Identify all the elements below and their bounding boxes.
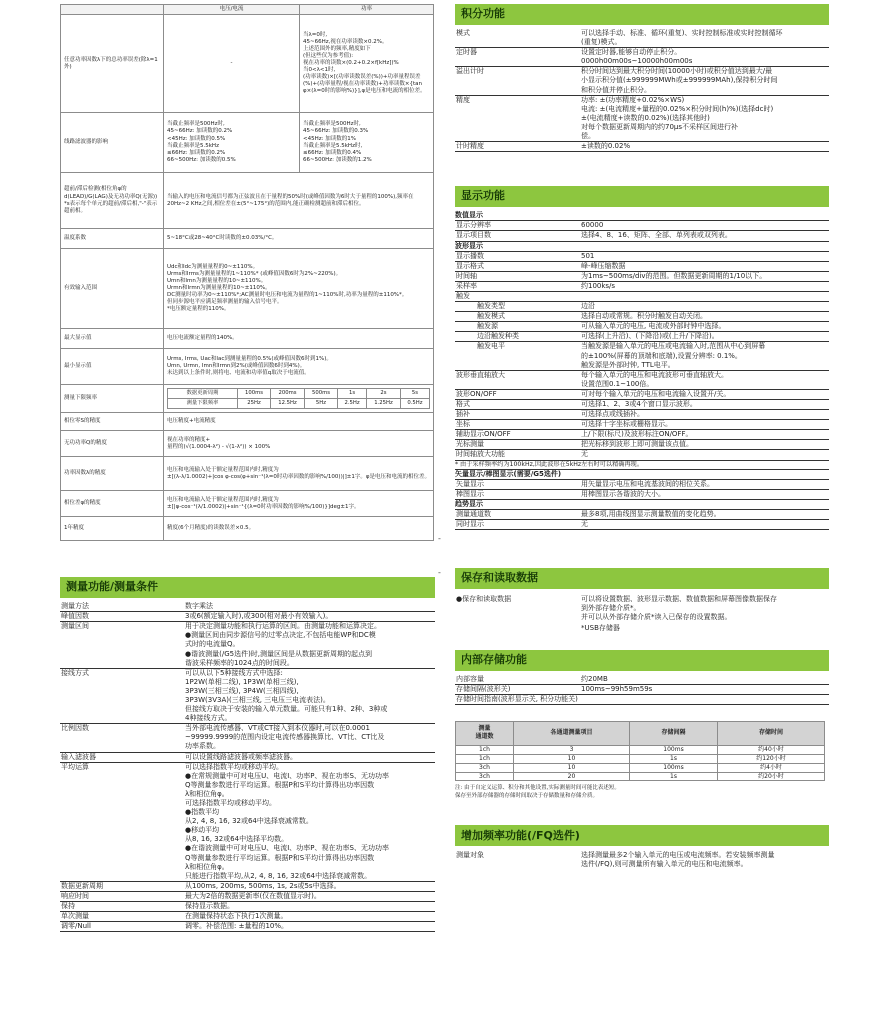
spec-key: 数据更新周期	[60, 882, 185, 892]
save-text: 可以将设置数据、波形显示数据、数值数据和屏幕图像数据保存 到外部存储介质*。 并可以从外部存储介质*读入已保存的设置数据。	[581, 595, 777, 622]
subsection-heading: 矢量显示/棒图显示(需要/G5选件)	[455, 470, 829, 480]
storage-cell: 10	[514, 763, 630, 772]
spec-value: 在测量保持状态下执行1次测量。	[185, 912, 435, 922]
spec-key: 存储间隔(波形关)	[455, 685, 581, 695]
integration-spec-list	[455, 29, 829, 152]
spec-key: 时间轴放大功能	[455, 450, 581, 460]
spec-key: 保持	[60, 902, 185, 912]
spec-row-voltage-current: 当截止频率是500Hz时, 45~66Hz: 加读数的0.2% <45Hz: 加读数的0.5% 当截止频率是5.5kHz ≤66Hz: 加读数的0.2% 66~500Hz: 加读数的0.5%	[164, 113, 300, 173]
spec-value: 可选择点或线插补。	[581, 410, 829, 420]
spec-key: 模式	[455, 29, 581, 48]
spec-row-value: 电压电流额定量程的140%。	[164, 329, 434, 349]
spec-value	[581, 695, 829, 705]
spec-key: 触发	[455, 292, 581, 302]
spec-value: ±读数的0.02%	[581, 142, 829, 152]
spec-value: 用棒图显示各谐波的大小。	[581, 490, 829, 500]
spec-value: 可从输入单元的电压, 电流或外部时钟中选择。	[581, 322, 829, 332]
spec-row-label: 有效输入范围	[61, 249, 164, 329]
spec-key: 触发源	[455, 322, 581, 332]
spec-key: 测量方法	[60, 602, 185, 612]
accuracy-spec-table	[60, 4, 434, 541]
spec-value: 保持显示数据。	[185, 902, 435, 912]
storage-cell: 100ms	[630, 745, 718, 754]
spec-key: 辅助显示ON/OFF	[455, 430, 581, 440]
frequency-limit-value: 200ms	[271, 389, 305, 399]
spec-value: 无	[581, 450, 829, 460]
spec-value: 可选择(上升沿)、(下降沿)或(上升/下降沿)。	[581, 332, 829, 342]
spec-row	[61, 457, 434, 491]
spec-row	[61, 15, 434, 113]
spec-row-value: 电压和电流输入处于额定量程范围内时,精度为 ±[(λ-λ/1.0002)+|cos φ-cos(φ+sin⁻¹(λ=0时功率因数的影响%/100))|]±1字。φ是电压和电流的相位差。	[164, 457, 434, 491]
storage-cell: 3ch	[456, 772, 514, 781]
storage-row	[456, 763, 825, 772]
spec-value: 约20MB	[581, 675, 829, 685]
spec-key: 显示格式	[455, 262, 581, 272]
spec-value: 调零。补偿范围: ±量程的10%。	[185, 922, 435, 932]
spec-value: 选择4、8、16、矩阵、全部、单列表或双列表。	[581, 231, 829, 241]
spec-value: 60000	[581, 221, 829, 231]
spec-row	[61, 517, 434, 541]
spec-key: 输入滤波器	[60, 753, 185, 763]
spec-value: 从100ms, 200ms, 500ms, 1s, 2s或5s中选择。	[185, 882, 435, 892]
spec-key: 插补	[455, 410, 581, 420]
spec-key: 调零/Null	[60, 922, 185, 932]
spec-value: 功率: ±(功率精度+0.02%×WS) 电流: ±(电流精度+量程的0.02%×积分时间(h)%)(选择dc时) ±(电流精度+读数的0.02%)(选择其他时) 对每个数据更新周期内的约70μs不采样区间进行补 偿。	[581, 96, 829, 142]
storage-cell: 3ch	[456, 763, 514, 772]
spec-value: 可以设置线路滤波器或频率滤波器。	[185, 753, 435, 763]
section-title-integration: 积分功能	[455, 4, 829, 25]
freq-label: 测量对象	[456, 851, 484, 860]
frequency-limit-value: 5Hz	[304, 399, 337, 409]
spec-key: 触发类型	[455, 302, 581, 312]
section-title-save: 保存和读取数据	[455, 568, 829, 589]
spec-key: 触发电平	[455, 342, 581, 370]
spec-row-label: 任意功率因数λ下的总功率误差(除λ=1外)	[61, 15, 164, 113]
spec-key: 测量通道数	[455, 510, 581, 520]
spec-value: 可以从以下5种接线方式中选择: 1P2W(单相二线), 1P3W(单相三线), 3P3W(三相三线), 3P4W(三相四线), 3P3W(3V3A)(三相三线, 三电压三电流表法)。 但接线方取决于安装的输入单元数量。可能只有1种、2种、3种或 4种接线方式。	[185, 669, 435, 725]
spec-value: 当触发源是输入单元的电压或电流输入时,范围从中心到屏幕 的±100%(屏幕的顶端和底端),设置分辨率: 0.1%。 触发源是外部时钟, TTL电平。	[581, 342, 829, 370]
frequency-limit-value: 25Hz	[238, 399, 271, 409]
frequency-limit-value: 1s	[338, 389, 367, 399]
spec-key: 棒图显示	[455, 490, 581, 500]
spec-row	[61, 329, 434, 349]
spec-row-value: 精度(6个月精度)的读数误差×0.5。	[164, 517, 434, 541]
spec-key: 时间轴	[455, 272, 581, 282]
spec-value: 可选择十字坐标或栅格显示。	[581, 420, 829, 430]
storage-col-channels: 测量 通道数	[456, 721, 514, 745]
spec-value: 无	[581, 520, 829, 530]
spec-value: 501	[581, 252, 829, 262]
spec-value: 选择自动或常规。积分时触发自动关闭。	[581, 312, 829, 322]
display-spec-list	[455, 211, 829, 530]
spec-row-power: 当λ=0时, 45~66Hz,视在功率读数×0.2%。 上述范围外的频率,精度如下 (但这些仅为参考值): 视在功率的读数×(0.2+0.2×f[kHz])% 当0<λ<1时, (功率读数)×[(功率读数误差(%))+功率量程误差(%)+(功率量程/视在功率读数)+功率读数×{tan φ×(λ=0时的影响%)}],φ是电压和电流的相位差。	[300, 15, 434, 113]
save-label: ●保存和读取数据	[456, 595, 512, 604]
storage-cell: 3	[514, 745, 630, 754]
spec-key: 平均运算	[60, 763, 185, 882]
spec-key: 采样率	[455, 282, 581, 292]
section-title-frequency: 增加频率功能(/FQ选件)	[455, 825, 829, 846]
frequency-limit-value: 0.5Hz	[400, 399, 429, 409]
spec-key: 存储时间指南(波形显示关, 积分功能关)	[455, 695, 581, 705]
storage-row	[456, 745, 825, 754]
spec-row-label: 温度系数	[61, 229, 164, 249]
header-blank	[61, 5, 164, 15]
display-footnote: * 由于采样频率约为100kHz,因此波形在5kHz左右时可以精确再现。	[455, 461, 829, 470]
frequency-limit-value: 100ms	[238, 389, 271, 399]
spec-key: 显示分辨率	[455, 221, 581, 231]
subsection-heading: 趋势显示	[455, 500, 829, 510]
spec-row	[61, 349, 434, 385]
frequency-limit-row	[168, 399, 430, 409]
spec-value	[581, 292, 829, 302]
spec-key: 显示项目数	[455, 231, 581, 241]
save-note: *USB存储器	[581, 624, 620, 633]
spec-value: 当外部电流传感器、VT或CT接入到本仪器时,可以在0.0001 ~99999.9999的范围内设定电流传感器换算比、VT比、CT比及 功率系数。	[185, 724, 435, 752]
spec-value: 可以选择手动、标准、循环(重复)、实时控制标准或实时控制循环 (重复)模式。	[581, 29, 829, 48]
frequency-limit-label: 数据更新周期	[168, 389, 238, 399]
storage-cell: 约20小时	[718, 772, 825, 781]
spec-row-value: 5~18°C或28~40°C时读数的±0.03%/°C。	[164, 229, 434, 249]
storage-row	[456, 772, 825, 781]
spec-key: 精度	[455, 96, 581, 142]
header-power: 功率	[300, 5, 434, 15]
spec-key: 格式	[455, 400, 581, 410]
spec-row-label: 无功功率Q的精度	[61, 431, 164, 457]
dash-mark: -	[438, 568, 441, 577]
measure-spec-list	[60, 602, 435, 932]
storage-col-interval: 存储间隔	[630, 721, 718, 745]
spec-value: 用于决定测量功能和执行运算的区间。由测量功能和运算决定。 ●测量区间由同步源信号的过零点决定,不包括电能WP和DC模 式时的电流量Q。 ●谐波测量(/G5选件)时,测量区间是从数据更新周期的起点到 谐波采样频率的1024点的时间段。	[185, 622, 435, 668]
spec-value: 数字乘法	[185, 602, 435, 612]
spec-key: 显示播数	[455, 252, 581, 262]
frequency-limit-table	[167, 388, 430, 409]
table-header-row	[61, 5, 434, 15]
spec-key: 比例因数	[60, 724, 185, 752]
spec-value: 用矢量显示电压和电流基波间的相位关系。	[581, 480, 829, 490]
storage-cell: 1s	[630, 772, 718, 781]
frequency-limit-row	[168, 389, 430, 399]
spec-value: 可以选择指数平均或移动平均。 ●在常规测量中可对电压U、电流I、功率P、视在功率S、无功功率 Q等测量参数进行平均运算。根据P和S平均计算得出功率因数 λ和相位角φ。 可选择指数平均或移动平均。 ●指数平均 从2, 4, 8, 16, 32或64中选择衰减常数。 ●移动平均 从8, 16, 32或64中选择平均数。 ●在谐波测量中可对电压U、电流I、功率P、视在功率S、无功功率 Q等测量参数进行平均运算。根据P和S平均计算得出功率因数 λ和相位角φ。 只能进行指数平均,从2, 4, 8, 16, 32或64中选择衰减常数。	[185, 763, 435, 882]
section-title-display: 显示功能	[455, 186, 829, 207]
spec-row	[61, 385, 434, 413]
storage-col-time: 存储时间	[718, 721, 825, 745]
left-column	[60, 4, 435, 932]
spec-row-label: 1年精度	[61, 517, 164, 541]
spec-value: 可对每个输入单元的电压和电流输入设置开/关。	[581, 390, 829, 400]
spec-key: 触发模式	[455, 312, 581, 322]
section-title-memory: 内部存储功能	[455, 650, 829, 671]
spec-row-voltage-current: -	[164, 15, 300, 113]
frequency-limit-label: 测量下限频率	[168, 399, 238, 409]
spec-key: 定时器	[455, 48, 581, 67]
storage-cell: 20	[514, 772, 630, 781]
storage-col-items: 各通道测量项目	[514, 721, 630, 745]
spec-row	[61, 491, 434, 517]
spec-row-label: 最小显示值	[61, 349, 164, 385]
save-block	[455, 595, 829, 633]
spec-row-label: 测量下限频率	[61, 385, 164, 413]
spec-value: 把光标移到波形上即可测量该点值。	[581, 440, 829, 450]
storage-cell: 约4小时	[718, 763, 825, 772]
spec-row-value: 电压和电流输入处于额定量程范围内时,精度为 ±[|φ-cos⁻¹(λ/1.0002)|+sin⁻¹{(λ=0时功率因数的影响%/100)}]deg±1字。	[164, 491, 434, 517]
spec-value: 每个输入单元的电压和电流波形可垂直轴放大。 设置范围0.1~100倍。	[581, 371, 829, 390]
frequency-limit-value: 2s	[367, 389, 401, 399]
frequency-block	[455, 851, 829, 869]
spec-row	[61, 229, 434, 249]
frequency-limit-cell	[164, 385, 434, 413]
spec-value: 边沿	[581, 302, 829, 312]
spec-row	[61, 113, 434, 173]
memory-spec-list	[455, 675, 829, 705]
storage-cell: 1s	[630, 754, 718, 763]
freq-text: 选择测量最多2个输入单元的电压或电流频率。若安装频率测量 选件(/FQ),则可测量所有输入单元的电压和电流频率。	[581, 851, 775, 869]
spec-key: 溢出计时	[455, 67, 581, 95]
frequency-limit-value: 500ms	[304, 389, 337, 399]
spec-row	[61, 173, 434, 229]
spec-key: 计时精度	[455, 142, 581, 152]
spec-key: 波形垂直轴放大	[455, 371, 581, 390]
frequency-limit-value: 12.5Hz	[271, 399, 305, 409]
spec-row	[61, 413, 434, 431]
storage-row	[456, 754, 825, 763]
spec-value: 约100ks/s	[581, 282, 829, 292]
storage-cell: 10	[514, 754, 630, 763]
spec-row	[61, 431, 434, 457]
storage-cell: 1ch	[456, 745, 514, 754]
spec-value: 最大为2倍的数据更新率(仅在数值显示时)。	[185, 892, 435, 902]
spec-key: 光标测量	[455, 440, 581, 450]
subsection-heading: 数值显示	[455, 211, 829, 221]
spec-row-label: 相位零S的精度	[61, 413, 164, 431]
spec-key: 峰值因数	[60, 612, 185, 622]
spec-value: 设置定时器,能够自动停止积分。 0000h00m00s~10000h00m00s	[581, 48, 829, 67]
spec-value: 上/下限(标尺)及波形标注ON/OFF。	[581, 430, 829, 440]
storage-cell: 约40小时	[718, 745, 825, 754]
spec-key: 接线方式	[60, 669, 185, 725]
memory-note: 注: 由于自定义运算、积分和其他设置,实际测量时间可能比表述短。 保存至外部存储器的存储时间取决于存储数量和存储介质。	[455, 785, 620, 799]
spec-row-power: 当截止频率是500Hz时, 45~66Hz: 加读数的0.3% <45Hz: 加读数的1% 当截止频率是5.5kHz时, ≤66Hz: 加读数的0.4% 66~500Hz: 加读数的1.2%	[300, 113, 434, 173]
spec-key: 测量区间	[60, 622, 185, 668]
spec-row-label: 超前/滞后检测(相位角φ的d(LEAD)/G(LAG)及无功功率Q(无源)) *s表示每个单元的超前/滞后相,"-"表示超前相。	[61, 173, 164, 229]
spec-value: 100ms~99h59m59s	[581, 685, 829, 695]
spec-row-label: 相位差φ的精度	[61, 491, 164, 517]
spec-row-value: Udc和Idc为测量量程的0~±110%。 Urms和Irms为测量量程的1~110%* (或峰值因数6时为2%~220%)。 Umn和Imn为测量量程的10~±110%。 Urmn和Irmn为测量量程的10~±110%。 DC测量时功率为0~±110%*;AC测量时电压和电流为量程的1~110%时,功率为量程的±110%*。 但同步源电平应满足频率测量的输入信号电平。 *电压额定量程的110%。	[164, 249, 434, 329]
spec-key: 单次测量	[60, 912, 185, 922]
storage-cell: 1ch	[456, 754, 514, 763]
header-voltage-current: 电压/电流	[164, 5, 300, 15]
spec-value: 3或6(额定输入时),或300(相对最小有效输入)。	[185, 612, 435, 622]
spec-key: 波形ON/OFF	[455, 390, 581, 400]
storage-cell: 约120小时	[718, 754, 825, 763]
spec-row-label: 线路滤波器的影响	[61, 113, 164, 173]
frequency-limit-value: 2.5Hz	[338, 399, 367, 409]
subsection-heading: 波形显示	[455, 242, 829, 252]
spec-value: 最多8项,用曲线图显示测量数值的变化趋势。	[581, 510, 829, 520]
spec-row-label: 功率因数λ的精度	[61, 457, 164, 491]
spec-key: 坐标	[455, 420, 581, 430]
dash-mark: -	[438, 534, 441, 543]
spec-key: 边沿触发种类	[455, 332, 581, 342]
section-title-measure: 测量功能/测量条件	[60, 577, 435, 598]
spec-row-value: 视在功率的精度+ 量程的(√(1.0004-λ²) - √(1-λ²)) × 100%	[164, 431, 434, 457]
spec-value: 峰-峰压缩数据	[581, 262, 829, 272]
spec-row-value: 当输入的电压和电流信号都为正弦波且在于量程的50%时(或峰值因数为6时大于量程的100%),频率在20Hz~2 KHz之间,相位差在±(5°~175°)的范围内,能正确检测超前和滞后相位。	[164, 173, 434, 229]
spec-value: 为1ms~500ms/div的范围。但数据更新周期的1/10以下。	[581, 272, 829, 282]
spec-row	[61, 249, 434, 329]
spec-row-value: Urms, Irms, Uac和Iac到测量量程的0.5%(或峰值因数6时到1%)。 Umn, Urmn, Imn和Irmn到2%(或峰值因数6时到4%)。 未达到以上条件时,则将电、电流和功率值q取决于电流值。	[164, 349, 434, 385]
spec-key: 矢量显示	[455, 480, 581, 490]
storage-cell: 100ms	[630, 763, 718, 772]
frequency-limit-value: 5s	[400, 389, 429, 399]
spec-value: 积分时间达到最大积分时间(10000小时)或积分值达到最大/最 小显示积分值(±999999MWh或±999999MAh),保持积分时间 和积分值并停止积分。	[581, 67, 829, 95]
storage-time-table	[455, 721, 825, 782]
spec-key: 内部容量	[455, 675, 581, 685]
spec-key: 响应时间	[60, 892, 185, 902]
frequency-limit-value: 1.25Hz	[367, 399, 401, 409]
spec-row-value: 电压精度+电流精度	[164, 413, 434, 431]
spec-value: 可选择1、2、3或4个窗口显示波形。	[581, 400, 829, 410]
right-column	[455, 4, 829, 870]
spec-key: 同时显示	[455, 520, 581, 530]
spec-row-label: 最大显示值	[61, 329, 164, 349]
